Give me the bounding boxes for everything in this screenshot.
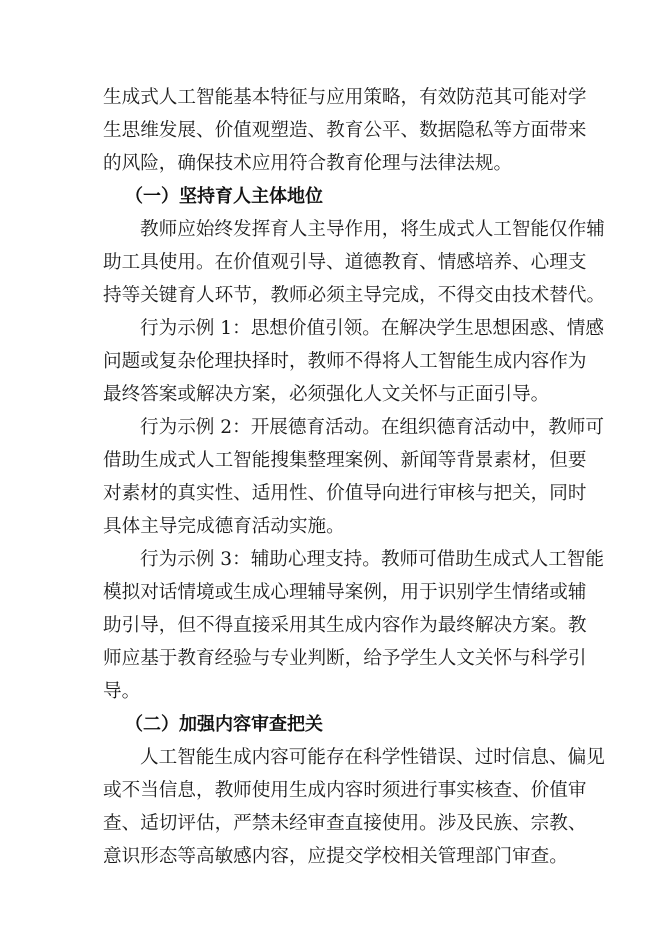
section-2-heading: （二）加强内容审查把关 <box>125 714 323 735</box>
example-1-line-3: 最终答案或解决方案，必须强化人文关怀与正面引导。 <box>103 384 550 405</box>
section-2-paragraph-line-1: 人工智能生成内容可能存在科学性错误、过时信息、偏见 <box>140 747 605 768</box>
section-2-paragraph-line-3: 查、适切评估，严禁未经审查直接使用。涉及民族、宗教、 <box>103 813 587 834</box>
intro-line-1: 生成式人工智能基本特征与应用策略，有效防范其可能对学 <box>103 87 587 108</box>
section-1-heading: （一）坚持育人主体地位 <box>125 186 323 207</box>
example-1-line-1: 行为示例 1：思想价值引领。在解决学生思想困惑、情感 <box>140 318 604 339</box>
section-2-paragraph-line-4: 意识形态等高敏感内容，应提交学校相关管理部门审查。 <box>103 846 568 867</box>
section-1-paragraph-line-2: 助工具使用。在价值观引导、道德教育、情感培养、心理支 <box>103 252 587 273</box>
example-2-line-3: 对素材的真实性、适用性、价值导向进行审核与把关，同时 <box>103 483 587 504</box>
example-2-line-2: 借助生成式人工智能搜集整理案例、新闻等背景素材，但要 <box>103 450 587 471</box>
example-1-line-2: 问题或复杂伦理抉择时，教师不得将人工智能生成内容作为 <box>103 351 587 372</box>
example-2-line-1: 行为示例 2：开展德育活动。在组织德育活动中，教师可 <box>140 417 604 438</box>
section-1-paragraph-line-3: 持等关键育人环节，教师必须主导完成，不得交由技术替代。 <box>103 285 606 306</box>
example-2-line-4: 具体主导完成德育活动实施。 <box>103 516 345 537</box>
example-3-line-3: 助引导，但不得直接采用其生成内容作为最终解决方案。教 <box>103 615 587 636</box>
intro-line-2: 生思维发展、价值观塑造、教育公平、数据隐私等方面带来 <box>103 120 587 141</box>
example-3-line-5: 导。 <box>103 681 141 702</box>
example-3-line-1: 行为示例 3：辅助心理支持。教师可借助生成式人工智能 <box>140 549 604 570</box>
example-3-line-4: 师应基于教育经验与专业判断，给予学生人文关怀与科学引 <box>103 648 587 669</box>
intro-line-3: 的风险，确保技术应用符合教育伦理与法律法规。 <box>103 153 513 174</box>
section-1-paragraph-line-1: 教师应始终发挥育人主导作用，将生成式人工智能仅作辅 <box>140 219 605 240</box>
example-3-line-2: 模拟对话情境或生成心理辅导案例，用于识别学生情绪或辅 <box>103 582 587 603</box>
section-2-paragraph-line-2: 或不当信息，教师使用生成内容时须进行事实核查、价值审 <box>103 780 587 801</box>
